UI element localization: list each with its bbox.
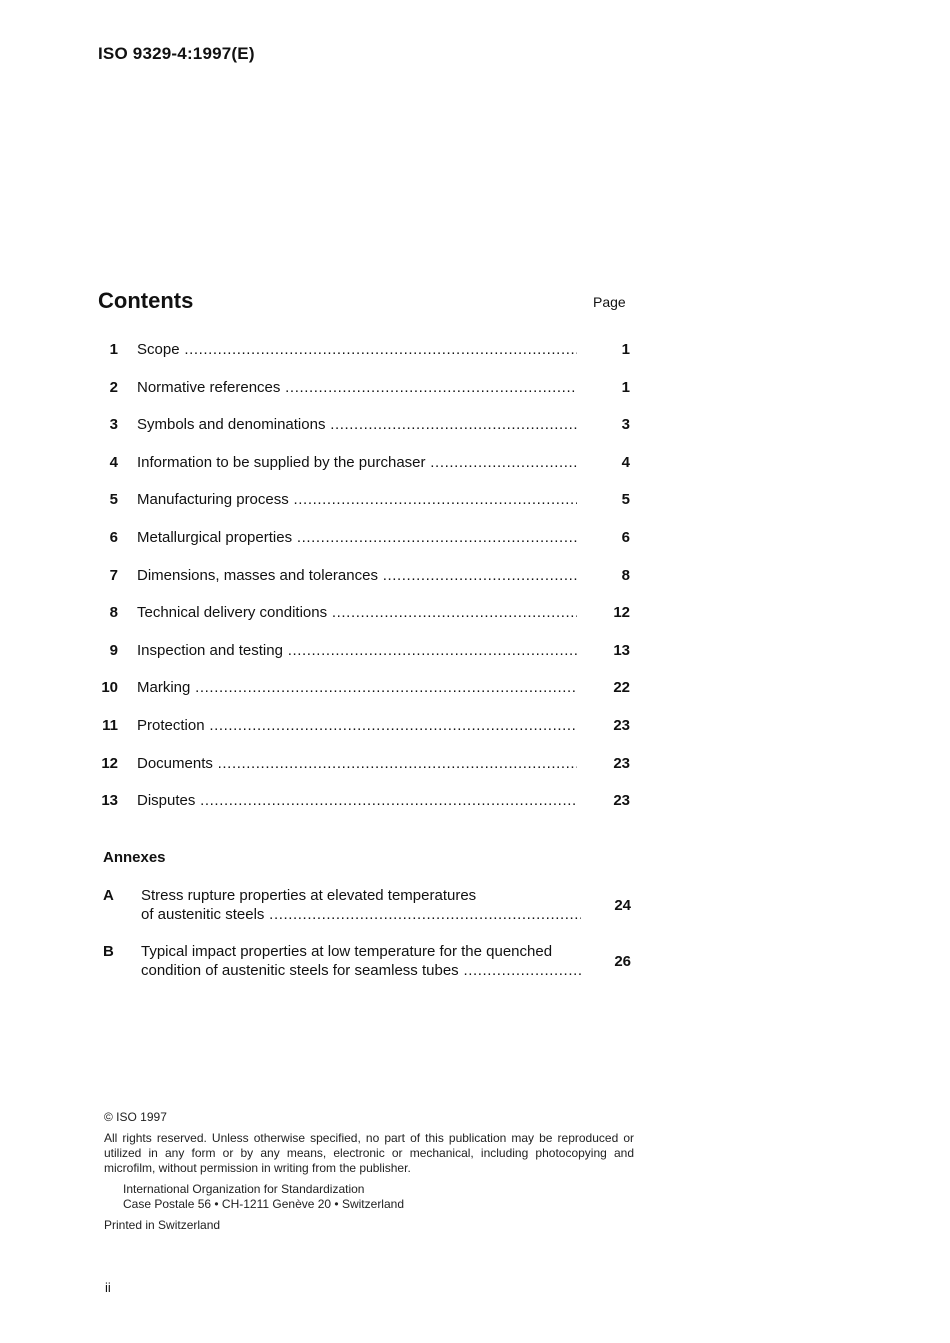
toc-entry-page: 23	[613, 716, 630, 734]
toc-entry-page: 3	[621, 416, 630, 434]
toc-entry-title: Disputes .....	[137, 782, 577, 820]
toc-entry-title: Marking .....	[137, 669, 577, 707]
toc-entry-title: Manufacturing process .....	[137, 481, 577, 519]
rights-notice: All rights reserved. Unless otherwise specified, no part of this publication may be reproduced or utilized in any form or by any means, electronic or mechanical, including photocopying and microfilm, without permission in writing from the publisher.	[104, 1131, 634, 1175]
annex-entry-a[interactable]	[103, 886, 635, 926]
annex-title-line1: Stress rupture properties at elevated temperatures	[141, 887, 477, 904]
annex-title-line1: Typical impact properties at low temperature for the quenched	[141, 943, 553, 960]
annexes-heading: Annexes	[103, 849, 166, 866]
toc-entry-documents[interactable]	[96, 745, 636, 783]
annex-title-line2: of austenitic steels .....	[141, 905, 581, 924]
document-identifier: ISO 9329-4:1997(E)	[98, 44, 255, 63]
toc-entry-normative-references[interactable]	[96, 369, 636, 407]
annex-page: 26	[614, 953, 631, 970]
toc-entry-number: 10	[101, 679, 118, 697]
toc-entry-marking[interactable]	[96, 669, 636, 707]
toc-entry-metallurgical[interactable]	[96, 519, 636, 557]
toc-entry-title: Protection .....	[137, 707, 577, 745]
toc-entry-page: 13	[613, 641, 630, 659]
toc-entry-title: Scope .....	[137, 331, 577, 369]
toc-entry-number: 3	[109, 416, 118, 434]
annex-title-line2: condition of austenitic steels for seamless tubes .....	[141, 961, 581, 980]
toc-entry-number: 7	[109, 566, 118, 584]
toc-entry-title: Inspection and testing .....	[137, 632, 577, 670]
toc-entry-symbols[interactable]	[96, 406, 636, 444]
toc-entry-page: 8	[621, 566, 630, 584]
toc-entry-number: 2	[109, 378, 118, 396]
toc-entry-number: 13	[101, 792, 118, 810]
toc-entry-information[interactable]	[96, 444, 636, 482]
publisher-name: International Organization for Standardization	[123, 1182, 365, 1196]
annex-letter: B	[103, 943, 114, 960]
toc-entry-title: Metallurgical properties .....	[137, 519, 577, 557]
toc-entry-number: 1	[109, 341, 118, 358]
toc-entry-title: Documents .....	[137, 745, 577, 783]
toc-entry-page: 4	[621, 453, 630, 471]
annex-page: 24	[614, 897, 631, 914]
toc-entry-number: 12	[101, 754, 118, 772]
table-of-contents	[96, 331, 636, 820]
toc-entry-title: Symbols and denominations .....	[137, 406, 577, 444]
toc-entry-disputes[interactable]	[96, 782, 636, 820]
toc-entry-title: Technical delivery conditions .....	[137, 594, 577, 632]
toc-entry-page: 12	[613, 604, 630, 622]
copyright-block	[104, 1110, 634, 1233]
toc-entry-dimensions[interactable]	[96, 557, 636, 595]
toc-entry-number: 8	[109, 604, 118, 622]
page-column-label: Page	[593, 294, 626, 310]
toc-entry-number: 9	[109, 641, 118, 659]
toc-entry-delivery-conditions[interactable]	[96, 594, 636, 632]
annex-entry-b[interactable]	[103, 942, 635, 982]
toc-entry-number: 11	[102, 716, 118, 734]
toc-entry-title: Dimensions, masses and tolerances .....	[137, 557, 577, 595]
toc-entry-number: 5	[109, 491, 118, 509]
toc-entry-page: 1	[621, 341, 630, 358]
toc-entry-page: 23	[613, 754, 630, 772]
toc-entry-title: Normative references .....	[137, 369, 577, 407]
toc-entry-scope[interactable]	[96, 331, 636, 369]
toc-entry-title: Information to be supplied by the purchaser .....	[137, 444, 577, 482]
toc-entry-inspection[interactable]	[96, 632, 636, 670]
copyright-line: © ISO 1997	[104, 1110, 167, 1124]
toc-entry-page: 22	[613, 679, 630, 697]
toc-entry-page: 6	[621, 528, 630, 546]
toc-entry-page: 5	[621, 491, 630, 509]
publisher-postal-address: Case Postale 56 • CH-1211 Genève 20 • Switzerland	[123, 1197, 404, 1211]
toc-entry-page: 23	[613, 792, 630, 810]
publisher-address	[104, 1182, 634, 1212]
page-number: ii	[105, 1280, 111, 1295]
toc-entry-manufacturing[interactable]	[96, 481, 636, 519]
contents-heading: Contents	[98, 288, 194, 313]
toc-entry-number: 4	[109, 453, 118, 471]
toc-entry-protection[interactable]	[96, 707, 636, 745]
toc-entry-page: 1	[621, 378, 630, 396]
printed-in: Printed in Switzerland	[104, 1218, 221, 1232]
toc-entry-number: 6	[109, 528, 118, 546]
annex-letter: A	[103, 887, 114, 904]
